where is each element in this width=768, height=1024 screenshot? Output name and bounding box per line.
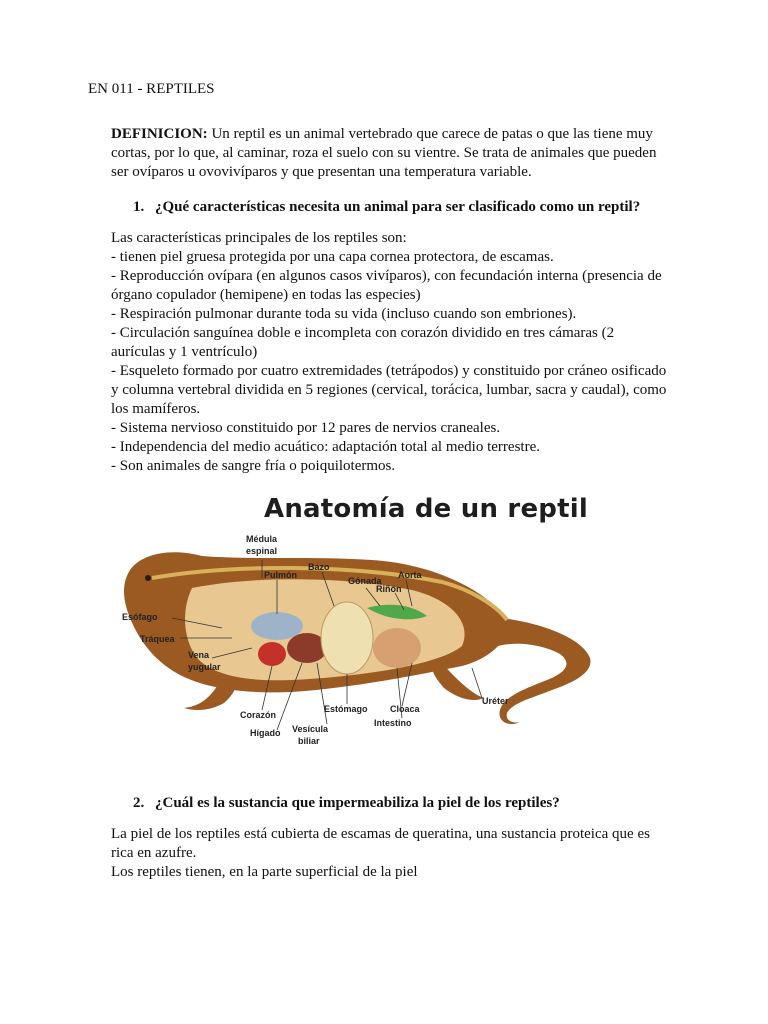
document-header: EN 011 - REPTILES xyxy=(88,81,215,97)
question-1-number: 1. xyxy=(133,199,145,215)
label-medula-2: espinal xyxy=(246,546,278,556)
answer-1-line: - Son animales de sangre fría o poiquilotermos. xyxy=(111,458,396,474)
intestine xyxy=(373,628,421,668)
definition-paragraph xyxy=(111,125,671,182)
heart xyxy=(258,642,286,666)
label-gonada: Gónada xyxy=(348,576,382,586)
answer-2 xyxy=(111,825,671,882)
label-ureter: Uréter xyxy=(482,696,509,706)
reptile-anatomy-illustration xyxy=(112,494,600,766)
label-bazo: Bazo xyxy=(308,562,330,572)
question-1-text: ¿Qué características necesita un animal para ser clasificado como un reptil? xyxy=(155,199,641,215)
answer-2-line: Los reptiles tienen, en la parte superficial de la piel xyxy=(111,864,418,880)
figure-title: Anatomía de un reptil xyxy=(264,494,588,524)
label-pulmon: Pulmón xyxy=(264,570,297,580)
definition-label: DEFINICION: xyxy=(111,126,208,142)
lung xyxy=(251,612,303,640)
label-vesicula-2: biliar xyxy=(298,736,320,746)
label-rinon: Riñón xyxy=(376,584,402,594)
answer-1-list xyxy=(111,229,671,476)
label-cloaca: Cloaca xyxy=(390,704,420,714)
label-intestino: Intestino xyxy=(374,718,412,728)
label-medula-1: Médula xyxy=(246,534,278,544)
reptile-anatomy-figure xyxy=(112,494,600,766)
label-estomago: Estómago xyxy=(324,704,368,714)
label-aorta: Aorta xyxy=(398,570,422,580)
question-1 xyxy=(133,198,640,217)
answer-1-line: Las características principales de los reptiles son: xyxy=(111,230,407,246)
label-corazon: Corazón xyxy=(240,710,276,720)
answer-2-line: La piel de los reptiles está cubierta de escamas de queratina, una sustancia proteica que es rica en azufre. xyxy=(111,826,650,861)
question-2 xyxy=(133,794,560,813)
label-vena-2: yugular xyxy=(188,662,221,672)
answer-1-line: - tienen piel gruesa protegida por una capa cornea protectora, de escamas. xyxy=(111,249,554,265)
eye xyxy=(145,575,151,581)
label-higado: Hígado xyxy=(250,728,281,738)
answer-1-line: - Respiración pulmonar durante toda su vida (incluso cuando son embriones). xyxy=(111,306,577,322)
answer-1-line: - Circulación sanguínea doble e incompleta con corazón dividido en tres cámaras (2 aurículas y 1 ventrículo) xyxy=(111,325,615,360)
question-2-text: ¿Cuál es la sustancia que impermeabiliza la piel de los reptiles? xyxy=(155,795,560,811)
label-esofago: Esófago xyxy=(122,612,158,622)
answer-1-line: - Independencia del medio acuático: adaptación total al medio terrestre. xyxy=(111,439,540,455)
reptile-tail xyxy=(492,618,590,724)
stomach xyxy=(321,602,373,674)
label-vena-1: Vena xyxy=(188,650,210,660)
question-2-number: 2. xyxy=(133,795,145,811)
label-traquea: Tráquea xyxy=(140,634,175,644)
label-vesicula-1: Vesícula xyxy=(292,724,329,734)
answer-1-line: - Reproducción ovípara (en algunos casos vivíparos), con fecundación interna (presencia de órgano copulador (hemipene) en todas las especies) xyxy=(111,268,662,303)
definition-text: Un reptil es un animal vertebrado que carece de patas o que las tiene muy cortas, por lo que, al caminar, roza el suelo con su vientre. Se trata de animales que pueden ser ovíparos u ovovivíparos y que presentan una temperatura variable. xyxy=(111,126,657,180)
answer-1-line: - Esqueleto formado por cuatro extremidades (tetrápodos) y constituido por cráneo osificado y columna vertebral dividida en 5 regiones (cervical, torácica, lumbar, sacra y caudal), como los mamíferos. xyxy=(111,363,667,417)
answer-1-line: - Sistema nervioso constituido por 12 pares de nervios craneales. xyxy=(111,420,501,436)
